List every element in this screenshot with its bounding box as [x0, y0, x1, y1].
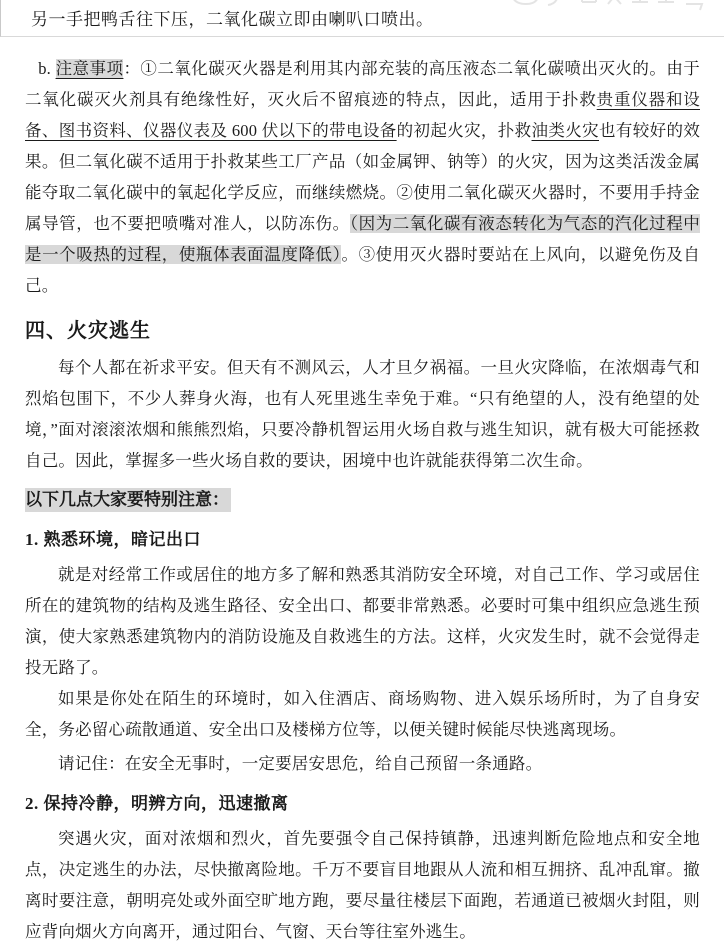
text-segment-plain: b.: [38, 59, 56, 78]
text-segment-hl: （因为二氧化碳有液态转化为气态的汽化过程中是一个吸热的过程，使瓶体表面温度降低）: [25, 214, 700, 264]
paragraph-co2-precautions: [25, 53, 700, 301]
rule-1-paragraph: 如果是你处在陌生的环境时，如入住酒店、商场购物、进入娱乐场所时，为了自身安全，务必留心疏散通道、安全出口及楼梯方位等，以便关键时候能尽快逃离现场。: [25, 689, 700, 739]
rule-2-title: 2. 保持冷静，明辨方向，迅速撤离: [25, 794, 289, 813]
rule-1-title: 1. 熟悉环境，暗记出口: [25, 530, 201, 549]
section-heading-fire-escape: 四、火灾逃生: [25, 320, 151, 342]
text-segment-plain: 也有较好的效果。但二氧化碳不适用于扑救某些工厂产品（如金属钾、钠等）的火灾，因为这类活泼金属能夺取二氧化碳中的氧起化学反应，而继续燃烧。②使用二氧化碳灭火器时，不要用手持金属导管，也不要把喷嘴对准人，以防冻伤。: [25, 121, 701, 233]
text-segment-hl-ul: 注意事项: [55, 59, 124, 78]
highlighted-note-text: 以下几点大家要特别注意：: [25, 488, 231, 512]
rule-2-paragraph: 突遇火灾，面对浓烟和烈火，首先要强令自己保持镇静，迅速判断危险地点和安全地点，决定逃生的办法，尽快撤离险地。千万不要盲目地跟从人流和相互拥挤、乱冲乱窜。撤离时要注意，朝明亮处或外面空旷地方跑，要尽量往楼层下面跑，若通道已被烟火封阻，则应背向烟火方向离开，通过阳台、气窗、天台等往室外逃生。: [25, 829, 700, 941]
text-segment-plain: 。③使用灭火器时要站在上风向，以避免伤及自己。: [25, 245, 700, 295]
watermark-icon: [508, 0, 718, 16]
rule-1-paragraph: 就是对经常工作或居住的地方多了解和熟悉其消防安全环境，对自己工作、学习或居住所在的建筑物的结构及逃生路径、安全出口、都要非常熟悉。必要时可集中组织应急逃生预演，使大家熟悉建筑物内的消防设施及自救逃生的方法。这样，火灾发生时，就不会觉得走投无路了。: [25, 565, 700, 677]
paragraph-escape-intro: 每个人都在祈求平安。但天有不测风云，人才旦夕祸福。一旦火灾降临，在浓烟毒气和烈焰包围下，不少人葬身火海，也有人死里逃生幸免于难。“只有绝望的人，没有绝望的处境，”面对滚滚浓烟和熊熊烈焰，只要冷静机智运用火场自救与逃生知识，就有极大可能拯救自己。因此，掌握多一些火场自救的要诀，困境中也许就能获得第二次生命。: [25, 358, 700, 470]
text-segment-ul: 贵重仪器和设备、图书资料、仪器仪表及 600 伏以下的带电设备: [25, 90, 700, 140]
note-special-attention: [25, 484, 700, 515]
text-segment-plain: ：①二氧化碳灭火器是利用其内部充装的高压液态二氧化碳喷出灭火的。由于二氧化碳灭火剂具有绝缘性好，灭火后不留痕迹的特点，因此，适用于扑救: [25, 59, 700, 109]
document-body: [0, 37, 724, 947]
text-segment-plain: 的初起火灾，扑救: [396, 121, 532, 140]
carryover-sentence: 另一手把鸭舌往下压，二氧化碳立即由喇叭口喷出。: [31, 10, 434, 29]
rule-1-paragraphs: [25, 559, 700, 779]
text-segment-ul: 油类火灾: [531, 121, 599, 140]
rule-2-paragraphs: [25, 823, 700, 947]
previous-page-line-strip: [0, 0, 724, 37]
rule-1-paragraph: 请记住：在安全无事时，一定要居安思危，给自己预留一条通路。: [58, 754, 543, 773]
